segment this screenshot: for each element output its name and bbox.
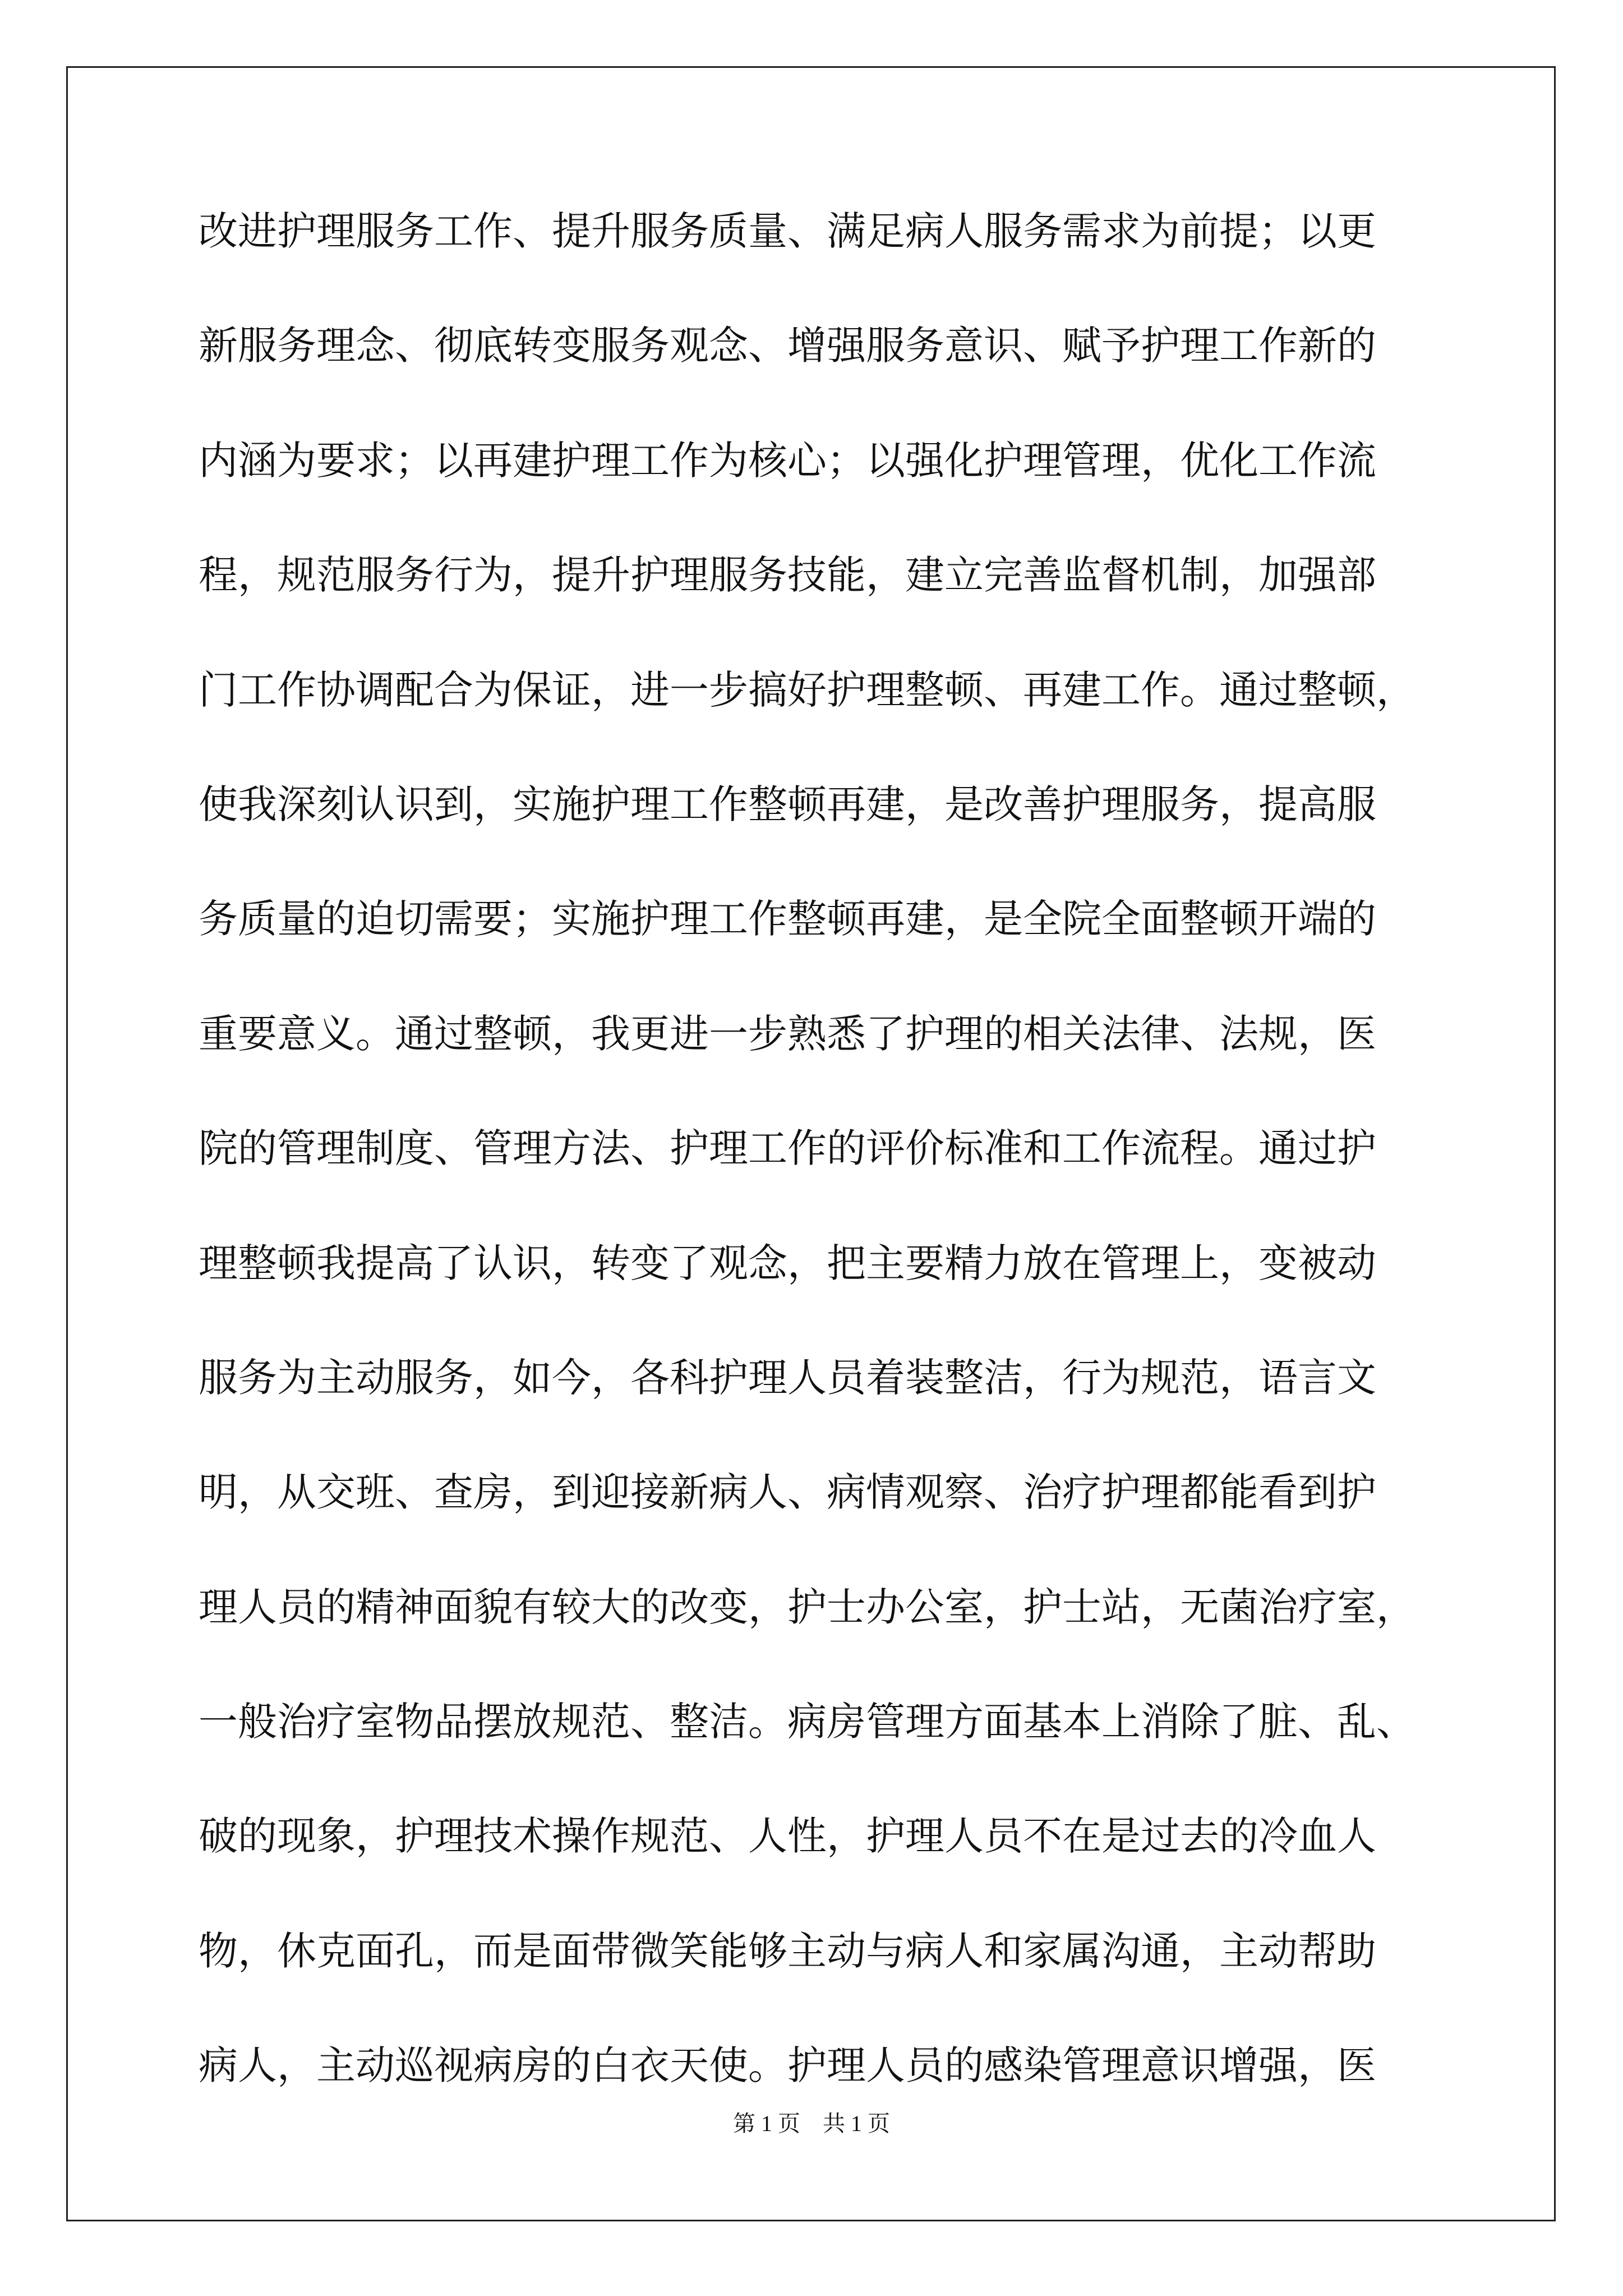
- text-line: 内涵为要求；以再建护理工作为核心；以强化护理管理，优化工作流: [199, 440, 1376, 484]
- page-number-footer: 第 1 页 共 1 页: [733, 2111, 890, 2136]
- text-line: 破的现象，护理技术操作规范、人性，护理人员不在是过去的冷血人: [199, 1816, 1376, 1860]
- text-line: 改进护理服务工作、提升服务质量、满足病人服务需求为前提；以更: [199, 211, 1376, 254]
- text-line: 物，休克面孔，而是面带微笑能够主动与病人和家属沟通，主动帮助: [199, 1930, 1376, 1974]
- text-line: 理人员的精神面貌有较大的改变，护士办公室，护士站，无菌治疗室，: [199, 1586, 1415, 1630]
- text-line: 重要意义。通过整顿，我更进一步熟悉了护理的相关法律、法规，医: [199, 1013, 1376, 1057]
- body-text: [199, 211, 1438, 2160]
- text-line: 程，规范服务行为，提升护理服务技能，建立完善监督机制，加强部: [199, 555, 1376, 599]
- text-line: 病人，主动巡视病房的白衣天使。护理人员的感染管理意识增强，医: [199, 2045, 1376, 2089]
- text-line: 务质量的迫切需要；实施护理工作整顿再建，是全院全面整顿开端的: [199, 899, 1376, 942]
- text-line: 理整顿我提高了认识，转变了观念，把主要精力放在管理上，变被动: [199, 1243, 1376, 1286]
- text-line: 明，从交班、查房，到迎接新病人、病情观察、治疗护理都能看到护: [199, 1472, 1376, 1516]
- text-line: 一般治疗室物品摆放规范、整洁。病房管理方面基本上消除了脏、乱、: [199, 1701, 1415, 1745]
- text-line: 门工作协调配合为保证，进一步搞好护理整顿、再建工作。通过整顿，: [199, 669, 1415, 713]
- text-line: 使我深刻认识到，实施护理工作整顿再建，是改善护理服务，提高服: [199, 784, 1376, 827]
- text-line: 服务为主动服务，如今，各科护理人员着装整洁，行为规范，语言文: [199, 1357, 1376, 1401]
- text-line: 新服务理念、彻底转变服务观念、增强服务意识、赋予护理工作新的: [199, 325, 1376, 369]
- text-line: 院的管理制度、管理方法、护理工作的评价标准和工作流程。通过护: [199, 1128, 1376, 1172]
